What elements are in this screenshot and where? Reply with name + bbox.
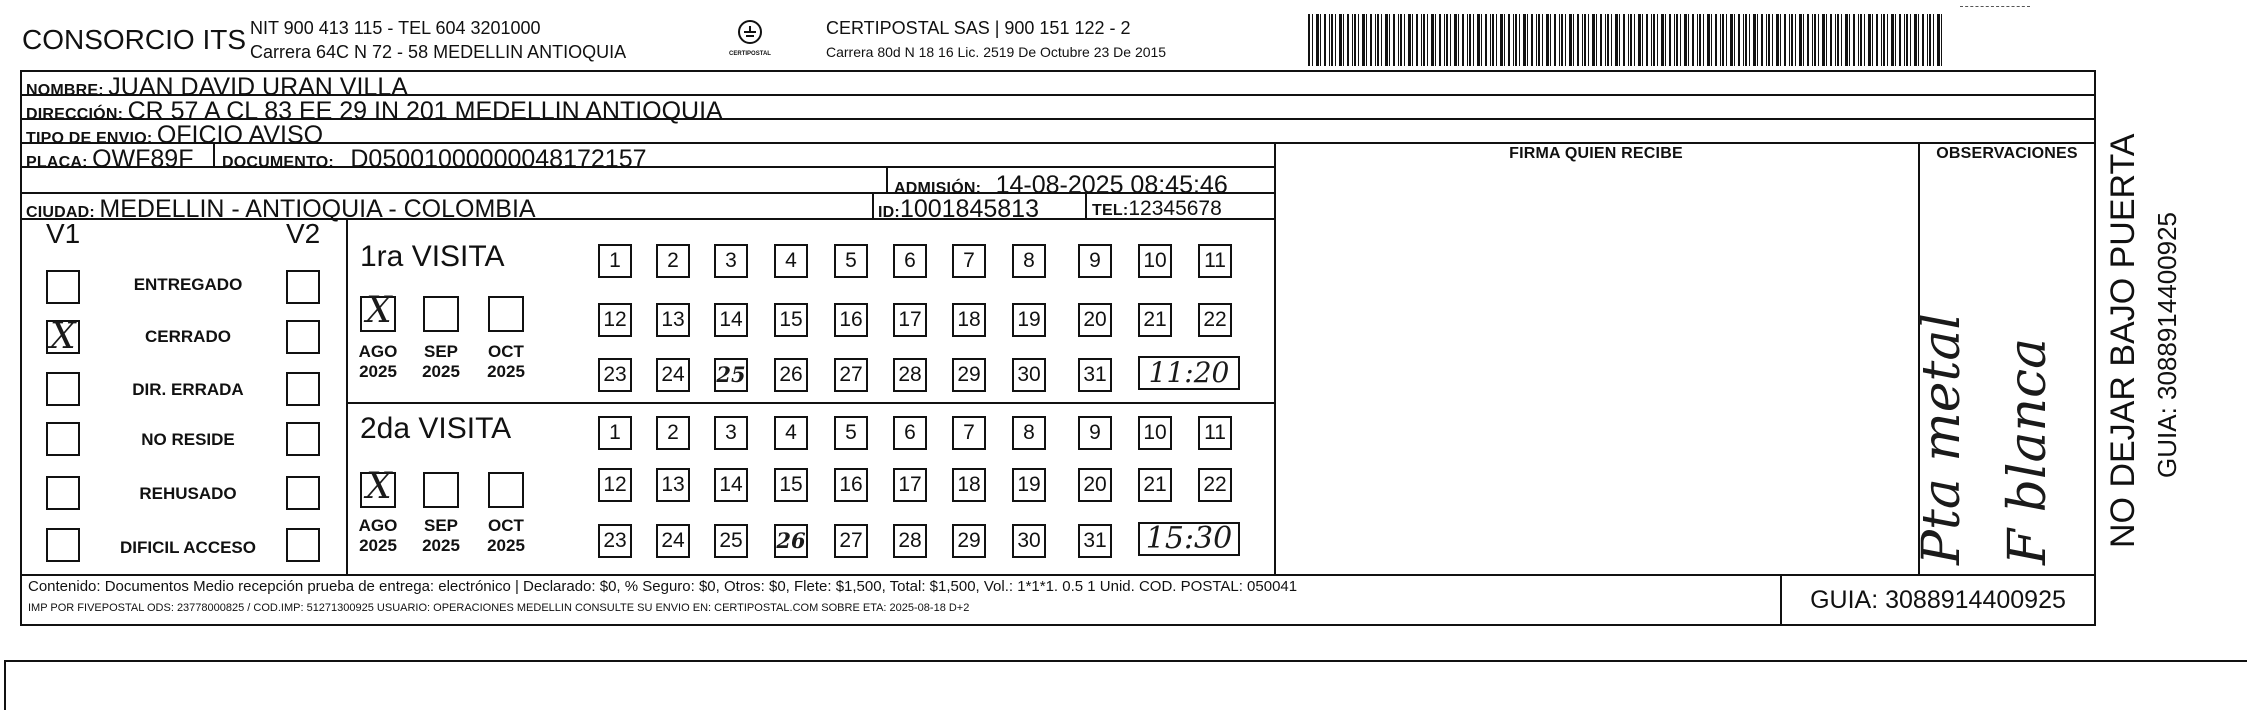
second-visit-day-10[interactable]: 10: [1138, 416, 1172, 450]
city-value: MEDELLIN - ANTIOQUIA - COLOMBIA: [99, 195, 536, 223]
second-visit-day-19[interactable]: 19: [1012, 468, 1046, 502]
first-visit-time[interactable]: 11:20: [1138, 356, 1240, 390]
second-visit-time[interactable]: 15:30: [1138, 522, 1240, 556]
first-visit-day-24[interactable]: 24: [656, 358, 690, 392]
v1-checkbox-dir-errada[interactable]: [46, 372, 80, 406]
signature-header: FIRMA QUIEN RECIBE: [1509, 145, 1683, 162]
certipostal-logo-icon: [728, 18, 772, 57]
first-visit-day-14[interactable]: 14: [714, 303, 748, 337]
first-month-sep-name: SEP: [423, 342, 459, 361]
document-cell: [222, 145, 647, 174]
second-visit-day-23[interactable]: 23: [598, 524, 632, 558]
plate-label: PLACA:: [26, 154, 88, 171]
v2-checkbox-entregado[interactable]: [286, 270, 320, 304]
recipient-name: JUAN DAVID URAN VILLA: [108, 73, 408, 101]
address-label: DIRECCIÓN:: [26, 106, 124, 123]
id-label: ID:: [878, 204, 900, 221]
second-month-sep-year: 2025: [422, 536, 460, 555]
second-visit-day-25[interactable]: 25: [714, 524, 748, 558]
second-visit-day-11[interactable]: 11: [1198, 416, 1232, 450]
send-type-label: TIPO DE ENVIO:: [26, 130, 153, 147]
second-visit-day-2[interactable]: 2: [656, 416, 690, 450]
first-visit-day-21[interactable]: 21: [1138, 303, 1172, 337]
second-visit-day-30[interactable]: 30: [1012, 524, 1046, 558]
first-visit-day-13[interactable]: 13: [656, 303, 690, 337]
second-visit-day-21[interactable]: 21: [1138, 468, 1172, 502]
first-visit-day-12[interactable]: 12: [598, 303, 632, 337]
status-no-reside: NO RESIDE: [141, 430, 235, 449]
send-type-value: OFICIO AVISO: [156, 121, 324, 149]
first-visit-day-23[interactable]: 23: [598, 358, 632, 392]
second-visit-day-9[interactable]: 9: [1078, 416, 1112, 450]
second-visit-title: 2da VISITA: [360, 412, 512, 445]
v2-checkbox-no-reside[interactable]: [286, 422, 320, 456]
second-visit-day-31[interactable]: 31: [1078, 524, 1112, 558]
first-visit-day-18[interactable]: 18: [952, 303, 986, 337]
first-month-oct: [480, 342, 532, 382]
certipostal-address: Carrera 80d N 18 16 Lic. 2519 De Octubre 23 De 2015: [826, 44, 1167, 60]
first-visit-day-19[interactable]: 19: [1012, 303, 1046, 337]
first-visit-day-20[interactable]: 20: [1078, 303, 1112, 337]
first-visit-day-30[interactable]: 30: [1012, 358, 1046, 392]
plate-cell: [26, 145, 194, 174]
first-visit-day-31[interactable]: 31: [1078, 358, 1112, 392]
second-visit-day-13[interactable]: 13: [656, 468, 690, 502]
signature-area[interactable]: [1276, 168, 1916, 572]
first-visit-day-17[interactable]: 17: [893, 303, 927, 337]
nit-line: NIT 900 413 115 - TEL 604 3201000: [250, 18, 541, 38]
second-month-sep-name: SEP: [423, 516, 459, 535]
second-visit-day-6[interactable]: 6: [893, 416, 927, 450]
id-value: 1001845813: [899, 195, 1039, 223]
v2-checkbox-rehusado[interactable]: [286, 476, 320, 510]
status-entregado: ENTREGADO: [133, 275, 243, 294]
second-month-sep: [415, 516, 467, 556]
first-visit-day-10[interactable]: 10: [1138, 244, 1172, 278]
side-notice: NO DEJAR BAJO PUERTA: [2104, 133, 2142, 548]
second-visit-day-28[interactable]: 28: [893, 524, 927, 558]
tel-cell: [1092, 197, 1222, 221]
second-visit-day-5[interactable]: 5: [834, 416, 868, 450]
v1-checkbox-entregado[interactable]: [46, 270, 80, 304]
first-visit-month-sep[interactable]: [423, 296, 459, 332]
second-month-ago-name: AGO: [358, 516, 398, 535]
v1-checkbox-cerrado[interactable]: [46, 316, 80, 357]
first-month-ago-year: 2025: [359, 362, 397, 381]
logo-caption: CERTIPOSTAL: [729, 51, 771, 57]
city-label: CIUDAD:: [26, 204, 95, 221]
city-cell: [26, 195, 536, 224]
tel-value: 12345678: [1128, 197, 1222, 220]
second-visit-month-sep[interactable]: [423, 472, 459, 508]
recipient-address: CR 57 A CL 83 EE 29 IN 201 MEDELLIN ANTIOQUIA: [127, 97, 723, 125]
v2-label: V2: [286, 218, 321, 249]
second-month-ago: [352, 516, 404, 556]
second-visit-day-1[interactable]: 1: [598, 416, 632, 450]
v2-checkbox-dificil-acceso[interactable]: [286, 528, 320, 562]
side-guia: GUIA: 3088914400925: [2152, 212, 2182, 478]
second-visit-day-15[interactable]: 15: [774, 468, 808, 502]
second-visit-day-7[interactable]: 7: [952, 416, 986, 450]
company-name: CONSORCIO ITS: [22, 24, 247, 55]
first-visit-day-1[interactable]: 1: [598, 244, 632, 278]
v1-label: V1: [46, 218, 81, 249]
first-month-sep: [415, 342, 467, 382]
second-month-ago-year: 2025: [359, 536, 397, 555]
second-visit-day-22[interactable]: 22: [1198, 468, 1232, 502]
first-visit-day-29[interactable]: 29: [952, 358, 986, 392]
v1-checkbox-no-reside[interactable]: [46, 422, 80, 456]
second-visit-day-16[interactable]: 16: [834, 468, 868, 502]
first-visit-day-26[interactable]: 26: [774, 358, 808, 392]
first-visit-day-15[interactable]: 15: [774, 303, 808, 337]
second-visit-month-oct[interactable]: [488, 472, 524, 508]
second-visit-day-8[interactable]: 8: [1012, 416, 1046, 450]
second-visit-day-26[interactable]: 26: [774, 524, 808, 558]
v1-checkbox-rehusado[interactable]: [46, 476, 80, 510]
first-month-sep-year: 2025: [422, 362, 460, 381]
status-dificil-acceso: DIFICIL ACCESO: [119, 538, 256, 557]
v1-cerrado-mark: X: [50, 316, 76, 357]
first-visit-day-11[interactable]: 11: [1198, 244, 1232, 278]
id-cell: [878, 195, 1039, 224]
second-month-oct-year: 2025: [487, 536, 525, 555]
company-address: Carrera 64C N 72 - 58 MEDELLIN ANTIOQUIA: [250, 42, 627, 62]
first-visit-day-5[interactable]: 5: [834, 244, 868, 278]
first-visit-day-7[interactable]: 7: [952, 244, 986, 278]
second-visit-day-27[interactable]: 27: [834, 524, 868, 558]
first-visit-month-ago[interactable]: [360, 290, 396, 332]
second-month-oct: [480, 516, 532, 556]
document-value: D05001000000048172157: [350, 145, 647, 173]
v2-checkbox-cerrado[interactable]: [286, 320, 320, 354]
status-rehusado: REHUSADO: [139, 484, 237, 503]
certipostal-line: CERTIPOSTAL SAS | 900 151 122 - 2: [826, 18, 1131, 38]
first-visit-day-27[interactable]: 27: [834, 358, 868, 392]
observation-handwriting-1: Pta metal: [1912, 312, 1972, 565]
status-dir-errada: DIR. ERRADA: [132, 380, 244, 399]
name-label: NOMBRE:: [26, 82, 104, 99]
second-month-oct-name: OCT: [488, 516, 524, 535]
second-visit-ago-mark: X: [366, 466, 392, 507]
second-visit-day-18[interactable]: 18: [952, 468, 986, 502]
first-month-oct-name: OCT: [488, 342, 524, 361]
content-line: Contenido: Documentos Medio recepción prueba de entrega: electrónico | Declarado: $0, % Seguro: $0, Otros: $0, Flete: $1,500, Total: $1,500, Vol.: 1*1*1. 0.5 1 Unid. COD. POSTAL: 050041: [28, 578, 1298, 595]
first-month-ago-name: AGO: [358, 342, 398, 361]
first-month-oct-year: 2025: [487, 362, 525, 381]
tel-label: TEL:: [1092, 202, 1129, 219]
v1-checkbox-dificil-acceso[interactable]: [46, 528, 80, 562]
first-visit-day-28[interactable]: 28: [893, 358, 927, 392]
observation-handwriting-2: F blanca: [1998, 337, 2058, 565]
status-cerrado: CERRADO: [145, 327, 231, 346]
first-visit-day-16[interactable]: 16: [834, 303, 868, 337]
barcode: [1308, 14, 1942, 66]
first-visit-title: 1ra VISITA: [360, 240, 505, 273]
first-visit-day-6[interactable]: 6: [893, 244, 927, 278]
first-visit-day-4[interactable]: 4: [774, 244, 808, 278]
first-visit-day-2[interactable]: 2: [656, 244, 690, 278]
first-month-ago: [352, 342, 404, 382]
second-visit-day-29[interactable]: 29: [952, 524, 986, 558]
plate-value: OWF89F: [92, 145, 194, 173]
second-visit-day-3[interactable]: 3: [714, 416, 748, 450]
second-visit-day-17[interactable]: 17: [893, 468, 927, 502]
second-visit-day-24[interactable]: 24: [656, 524, 690, 558]
second-visit-day-12[interactable]: 12: [598, 468, 632, 502]
document-label: DOCUMENTO:: [222, 154, 334, 171]
second-visit-day-20[interactable]: 20: [1078, 468, 1112, 502]
imp-line: IMP POR FIVEPOSTAL ODS: 23778000825 / COD.IMP: 51271300925 USUARIO: OPERACIONES MEDELLIN CONSULTE SU ENVIO EN: CERTIPOSTAL.COM SOBRE ETA: 2025-08-18 D+2: [28, 602, 970, 614]
first-visit-day-3[interactable]: 3: [714, 244, 748, 278]
footer-guia: GUIA: 3088914400925: [1810, 586, 2066, 614]
observations-header: OBSERVACIONES: [1936, 145, 2078, 162]
first-visit-ago-mark: X: [366, 290, 392, 331]
second-visit-day-14[interactable]: 14: [714, 468, 748, 502]
admission-label: ADMISIÓN:: [894, 180, 982, 197]
first-visit-day-9[interactable]: 9: [1078, 244, 1112, 278]
second-visit-day-4[interactable]: 4: [774, 416, 808, 450]
first-visit-day-25[interactable]: 25: [714, 358, 748, 392]
second-visit-month-ago[interactable]: [360, 466, 396, 508]
admission-value: 14-08-2025 08:45:46: [995, 171, 1228, 199]
bottom-strip: [4, 660, 2247, 710]
v2-checkbox-dir-errada[interactable]: [286, 372, 320, 406]
first-visit-day-22[interactable]: 22: [1198, 303, 1232, 337]
first-visit-day-8[interactable]: 8: [1012, 244, 1046, 278]
first-visit-month-oct[interactable]: [488, 296, 524, 332]
